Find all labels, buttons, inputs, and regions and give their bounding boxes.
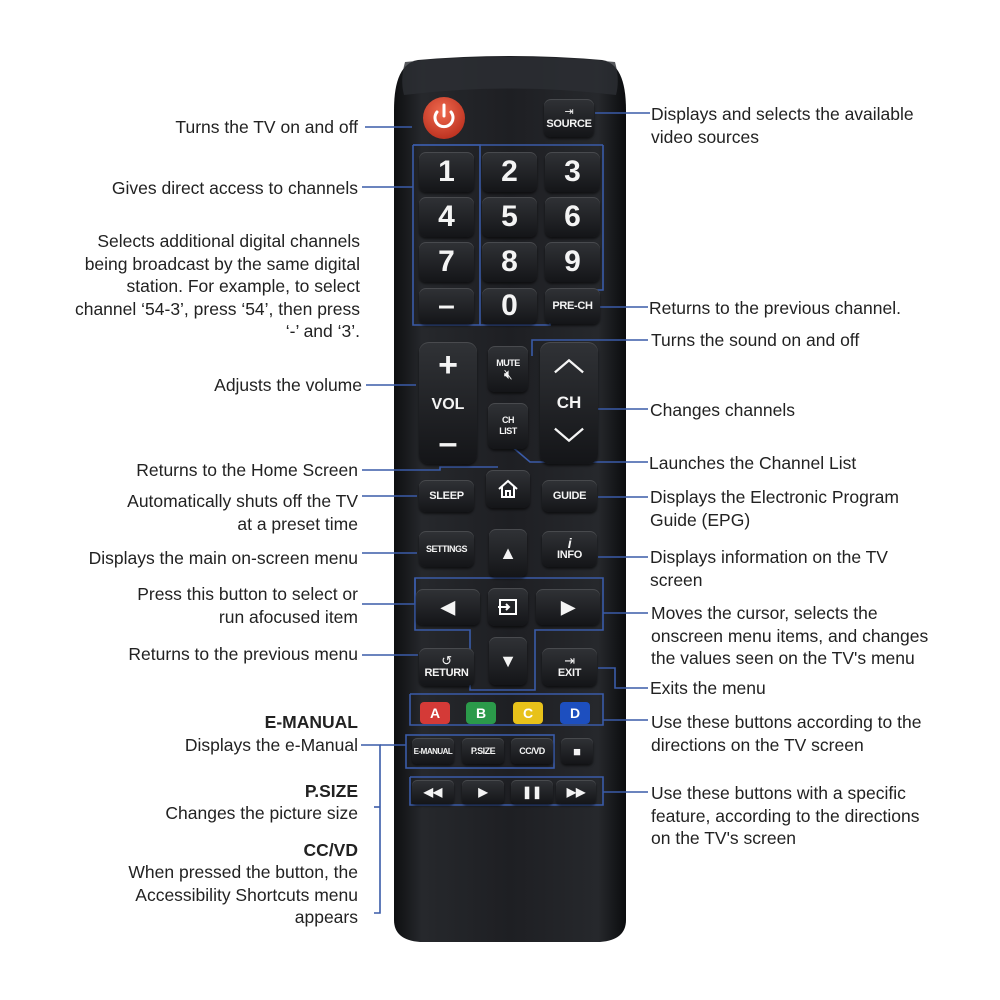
label-sleep-line-2: at a preset time	[237, 513, 358, 534]
psize-label: P.SIZE	[470, 745, 496, 756]
label-cursor-line-3: the values seen on the TV's menu	[651, 648, 915, 668]
label-ccvd-line-1: When pressed the button, the	[128, 862, 358, 882]
volume-up-icon[interactable]: +	[438, 346, 458, 384]
label-source	[651, 103, 991, 148]
sleep-label: SLEEP	[429, 489, 464, 502]
label-cursor	[651, 602, 996, 670]
stop-button[interactable]	[561, 738, 593, 764]
color-key-b-label: B	[475, 705, 487, 721]
info-icon: i	[567, 534, 572, 551]
color-key-c-button[interactable]	[513, 702, 543, 724]
label-select-line-2: run afocused item	[218, 606, 358, 627]
label-dash-line-4: channel ‘54-3’, press ‘54’, then press	[74, 298, 360, 319]
chlist-label-1: CH	[502, 415, 514, 425]
color-key-a-button[interactable]	[420, 702, 450, 724]
label-exit: Exits the menu	[650, 678, 766, 698]
dpad-up-button[interactable]	[489, 529, 527, 577]
exit-icon: ⇥	[564, 653, 575, 668]
label-digits: Gives direct access to channels	[111, 178, 358, 198]
arrow-left-icon: ◀	[441, 596, 455, 617]
prech-label: PRE-CH	[552, 299, 593, 312]
rewind-icon: ◀◀	[423, 785, 443, 799]
label-ccvd-line-3: appears	[294, 907, 358, 927]
digit-0-button[interactable]	[482, 288, 537, 324]
digit-5-button[interactable]	[482, 197, 537, 237]
label-guide-line-2: Guide (EPG)	[650, 509, 751, 530]
arrow-down-icon: ▼	[499, 650, 517, 671]
digit-9-label: 9	[564, 245, 581, 278]
rewind-button[interactable]	[412, 780, 454, 804]
info-label: INFO	[556, 548, 583, 561]
digit-4-button[interactable]	[419, 197, 474, 237]
source-button[interactable]	[544, 99, 594, 137]
fast-forward-icon: ▶▶	[566, 785, 586, 799]
label-media	[651, 782, 996, 850]
digit-8-button[interactable]	[482, 242, 537, 282]
label-dash-line-5: ‘-’ and ‘3’.	[285, 321, 360, 341]
color-key-c-label: C	[522, 705, 534, 721]
label-prech: Returns to the previous channel.	[649, 298, 901, 318]
dash-label: –	[438, 289, 455, 322]
label-home: Returns to the Home Screen	[136, 460, 358, 480]
pause-icon: ❚❚	[521, 785, 543, 799]
label-info-line-1: Displays information on the TV	[650, 547, 888, 567]
dpad-down-button[interactable]	[489, 637, 527, 685]
home-button[interactable]	[486, 470, 530, 508]
digit-9-button[interactable]	[545, 242, 600, 282]
mute-icon: 🔇︎	[503, 366, 513, 382]
label-select	[38, 583, 358, 628]
label-cursor-line-2: onscreen menu items, and changes	[651, 625, 929, 646]
play-button[interactable]	[462, 780, 504, 804]
power-button-shape	[423, 97, 465, 139]
guide-button[interactable]	[542, 480, 597, 512]
source-label: SOURCE	[546, 117, 592, 130]
volume-down-icon[interactable]: –	[438, 424, 458, 462]
digit-4-label: 4	[438, 200, 455, 233]
mute-label: MUTE	[496, 358, 520, 368]
digit-7-button[interactable]	[419, 242, 474, 282]
home-icon	[497, 479, 519, 499]
color-key-b-button[interactable]	[466, 702, 496, 724]
dpad-left-button[interactable]	[416, 589, 480, 625]
info-button[interactable]	[542, 531, 597, 567]
digit-1-button[interactable]	[419, 152, 474, 192]
channel-up-icon[interactable]: ︿	[554, 344, 584, 377]
channel-down-icon[interactable]: ﹀	[554, 428, 584, 461]
label-info	[650, 546, 990, 591]
settings-label: SETTINGS	[425, 543, 467, 554]
label-dash-line-3: station. For example, to select	[126, 276, 360, 296]
prech-button[interactable]	[545, 288, 600, 324]
digit-6-button[interactable]	[545, 197, 600, 237]
label-ccvd-desc	[38, 861, 358, 929]
digit-6-label: 6	[564, 200, 581, 233]
dpad-select-button[interactable]	[488, 588, 528, 626]
channel-rocker[interactable]	[540, 342, 598, 464]
digit-1-label: 1	[438, 155, 455, 188]
label-chlist: Launches the Channel List	[649, 453, 857, 473]
arrow-right-icon: ▶	[561, 596, 575, 617]
digit-2-button[interactable]	[482, 152, 537, 192]
label-volume: Adjusts the volume	[214, 375, 362, 395]
exit-label: EXIT	[557, 667, 582, 679]
label-source-line-1: Displays and selects the available	[651, 104, 914, 124]
fast-forward-button[interactable]	[556, 780, 596, 804]
ccvd-label: CC/VD	[519, 745, 545, 756]
arrow-up-icon: ▲	[499, 542, 517, 563]
psize-button[interactable]	[462, 738, 504, 764]
guide-label: GUIDE	[552, 489, 587, 502]
label-dash-line-2: being broadcast by the same digital	[84, 253, 360, 274]
channel-label: CH	[556, 393, 582, 412]
play-icon: ▶	[478, 785, 488, 799]
label-mute: Turns the sound on and off	[651, 330, 860, 350]
label-guide	[650, 486, 990, 531]
digit-3-button[interactable]	[545, 152, 600, 192]
digit-0-label: 0	[501, 289, 518, 322]
pause-button[interactable]	[511, 780, 553, 804]
return-button[interactable]	[419, 648, 474, 686]
label-ccvd-line-2: Accessibility Shortcuts menu	[135, 884, 358, 905]
enter-icon	[497, 598, 519, 616]
label-ch: Changes channels	[650, 400, 795, 420]
label-info-line-2: screen	[650, 569, 703, 590]
return-icon: ↺	[441, 653, 452, 668]
label-dash	[20, 230, 360, 343]
label-media-line-1: Use these buttons with a specific	[651, 783, 906, 803]
digit-3-label: 3	[564, 155, 581, 188]
label-ccvd-title: CC/VD	[303, 840, 358, 860]
digit-5-label: 5	[501, 200, 518, 233]
label-media-line-3: on the TV's screen	[651, 828, 797, 848]
digit-7-label: 7	[438, 245, 455, 278]
volume-label: VOL	[431, 396, 465, 413]
label-select-line-1: Press this button to select or	[137, 584, 358, 604]
dpad-right-button[interactable]	[536, 589, 600, 625]
color-key-d-button[interactable]	[560, 702, 590, 724]
label-media-line-2: feature, according to the directions	[651, 805, 920, 826]
label-color-line-1: Use these buttons according to the	[651, 712, 922, 732]
chlist-button[interactable]	[488, 403, 528, 449]
dash-button[interactable]	[419, 288, 474, 324]
volume-rocker[interactable]	[419, 342, 477, 464]
label-settings: Displays the main on-screen menu	[88, 548, 358, 568]
digit-2-label: 2	[501, 155, 518, 188]
color-key-a-label: A	[429, 705, 441, 721]
color-key-d-label: D	[569, 705, 581, 721]
label-emanual-desc: Displays the e-Manual	[184, 735, 358, 755]
settings-button[interactable]	[419, 531, 474, 567]
label-sleep	[38, 490, 358, 535]
label-source-line-2: video sources	[651, 126, 759, 147]
label-cursor-line-1: Moves the cursor, selects the	[651, 603, 878, 623]
label-return: Returns to the previous menu	[128, 644, 358, 664]
emanual-label: E-MANUAL	[413, 746, 453, 756]
chlist-label-2: LIST	[499, 426, 517, 436]
label-psize-desc: Changes the picture size	[165, 803, 358, 823]
ccvd-button[interactable]	[511, 738, 553, 764]
emanual-button[interactable]	[412, 738, 454, 764]
exit-button[interactable]	[542, 648, 597, 686]
source-icon: ⇥	[564, 105, 574, 118]
label-sleep-line-1: Automatically shuts off the TV	[127, 491, 358, 511]
label-emanual-title: E-MANUAL	[264, 712, 358, 732]
stop-icon: ■	[573, 743, 581, 759]
label-power: Turns the TV on and off	[175, 117, 358, 137]
return-label: RETURN	[424, 667, 469, 679]
label-psize-title: P.SIZE	[304, 781, 358, 801]
digit-8-label: 8	[501, 245, 518, 278]
label-color-line-2: directions on the TV screen	[651, 734, 864, 755]
label-guide-line-1: Displays the Electronic Program	[650, 487, 899, 507]
label-dash-line-1: Selects additional digital channels	[97, 231, 360, 251]
mute-button[interactable]	[488, 346, 528, 392]
sleep-button[interactable]	[419, 480, 474, 512]
label-color	[651, 711, 996, 756]
